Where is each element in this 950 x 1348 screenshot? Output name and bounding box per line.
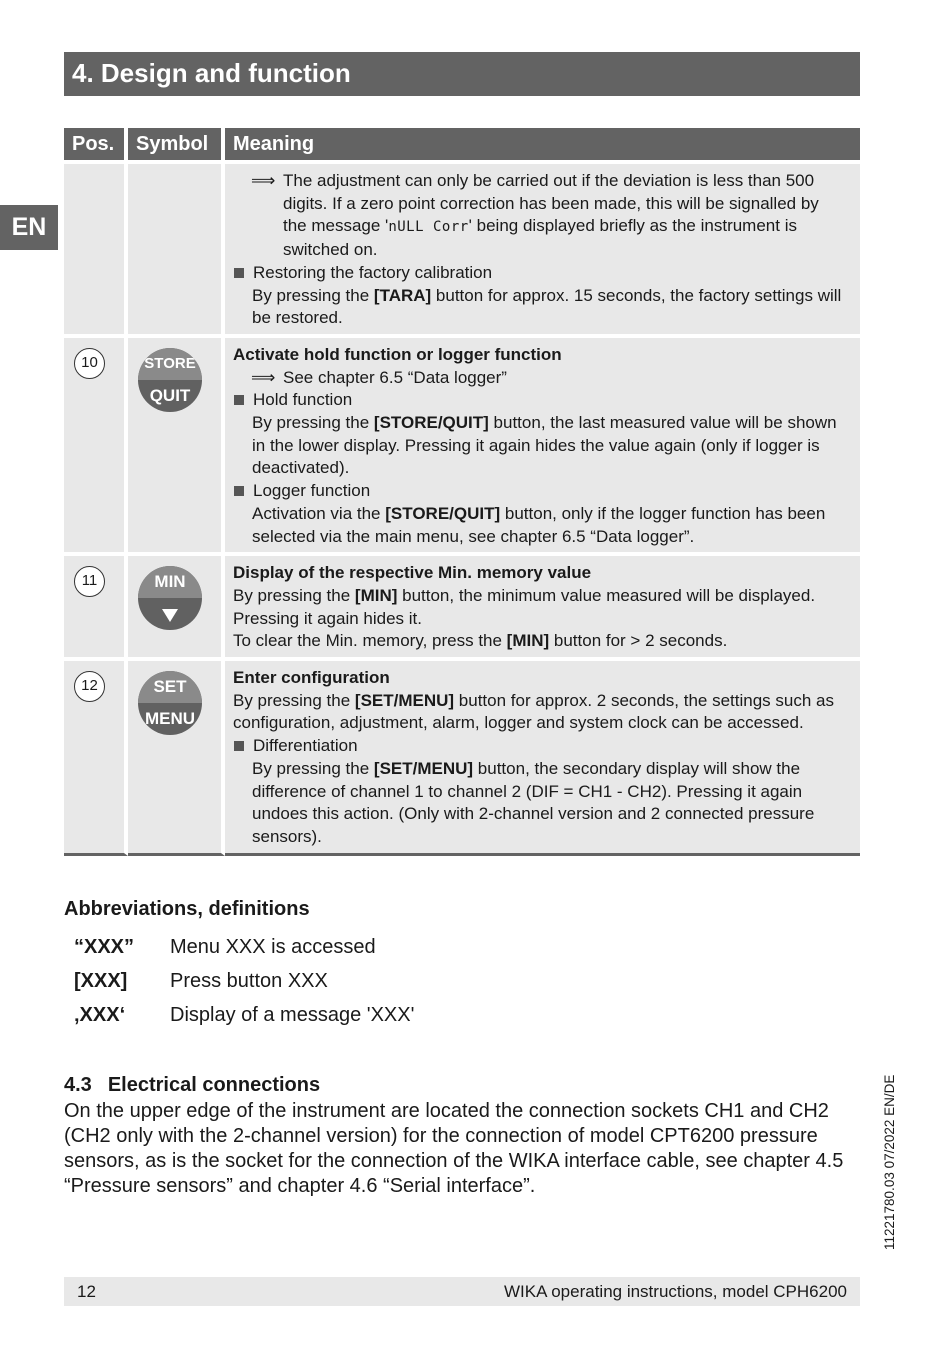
arrow-text: The adjustment can only be carried out if the deviation is less than 500 digits. If a zero point correction has been made, this will be signalled by the message 'nULL Corr' being displayed briefly as the instrument is switched on. [283, 171, 819, 260]
abbreviation-row [74, 998, 414, 1032]
position-number: 10 [74, 348, 105, 379]
bullet-text: By pressing the [SET/MENU] button, the secondary display will show the difference of channel 1 to channel 2 (DIF = CH1 - CH2). Pressing it again undoes this action. (Only with 2-channel version and 2 connected pressure sensors). [252, 758, 815, 846]
arrow-note: ⟹ See chapter 6.5 “Data logger” [233, 367, 846, 390]
section-title: 4. Design and function [64, 52, 860, 96]
abbreviations-list [74, 930, 414, 1032]
bullet-item: Logger function [233, 480, 846, 503]
pos-cell [64, 334, 128, 552]
square-bullet-icon [234, 268, 244, 278]
meaning-cell [225, 657, 860, 856]
text-line: Pressing it again hides it. [233, 608, 422, 628]
table-row [64, 160, 860, 334]
text-line: By pressing the [SET/MENU] button for approx. 2 seconds, the settings such as configuration, adjustment, alarm, logger and system clock can be accessed. [233, 690, 834, 733]
text-line: By pressing the [MIN] button, the minimum value measured will be displayed. [233, 585, 816, 605]
subsection-title [64, 1074, 320, 1097]
page-number: 12 [77, 1281, 96, 1301]
abbreviation-key: “XXX” [74, 935, 135, 958]
bullet-item: Hold function [233, 389, 846, 412]
pos-cell [64, 657, 128, 856]
bullet-text: Activation via the [STORE/QUIT] button, only if the logger function has been selected via the main menu, see chapter 6.5 “Data logger”. [252, 503, 826, 546]
abbreviations-title: Abbreviations, definitions [64, 898, 310, 920]
symbol-cell [128, 334, 225, 552]
footer-title: WIKA operating instructions, model CPH6200 [503, 1281, 847, 1301]
table-row [64, 552, 860, 657]
abbreviation-desc: Press button XXX [170, 969, 328, 992]
square-bullet-icon [234, 395, 244, 405]
meaning-cell [225, 552, 860, 657]
pos-cell [64, 160, 128, 334]
table-header-row [64, 128, 860, 160]
set-menu-button-icon: SET MENU [138, 671, 202, 735]
header-pos: Pos. [64, 128, 128, 160]
down-triangle-icon [162, 609, 178, 622]
language-tab: EN [0, 205, 58, 250]
square-bullet-icon [234, 741, 244, 751]
symbol-cell [128, 552, 225, 657]
abbreviation-key: [XXX] [74, 969, 128, 992]
bullet-text: By pressing the [TARA] button for approx. 15 seconds, the factory settings will be restored. [252, 285, 842, 328]
row-title: Display of the respective Min. memory value [233, 563, 592, 583]
abbreviation-row [74, 930, 414, 964]
header-symbol: Symbol [128, 128, 225, 160]
abbreviation-key: ‚XXX‘ [74, 1003, 126, 1026]
position-number: 11 [74, 566, 105, 597]
text-line: To clear the Min. memory, press the [MIN] button for > 2 seconds. [233, 631, 728, 651]
arrow-note [233, 170, 846, 262]
symbol-cell [128, 160, 225, 334]
subsection-body: On the upper edge of the instrument are located the connection sockets CH1 and CH2 (CH2 only with the 2-channel version) for the connection of model CPT6200 pressure sensors, as is the socket for the connection of the WIKA interface cable, see chapter 4.5 “Pressure sensors” and chapter 4.6 “Serial interface”. [64, 1100, 844, 1197]
subsection-number: 4.3 [64, 1074, 92, 1096]
abbreviation-desc: Menu XXX is accessed [170, 935, 376, 958]
display-message: nULL Corr [388, 219, 469, 236]
row-title: Activate hold function or logger function [233, 344, 562, 364]
table-row [64, 657, 860, 856]
subsection-label: Electrical connections [107, 1074, 321, 1096]
meaning-cell [225, 334, 860, 552]
abbreviation-row [74, 964, 414, 998]
document-code: 11221780.03 07/2022 EN/DE [882, 1074, 897, 1250]
abbreviation-desc: Display of a message 'XXX' [170, 1003, 415, 1026]
function-table [64, 128, 860, 856]
store-quit-button-icon: STORE QUIT [138, 348, 202, 412]
header-meaning: Meaning [225, 128, 860, 160]
page-footer [64, 1277, 860, 1306]
bullet-text: By pressing the [STORE/QUIT] button, the last measured value will be shown in the lower display. Pressing it again hides the value again (only if logger is deactivated). [252, 413, 837, 478]
square-bullet-icon [234, 486, 244, 496]
min-button-icon: MIN [138, 566, 202, 630]
symbol-cell [128, 657, 225, 856]
position-number: 12 [74, 671, 105, 702]
arrow-icon: ⟹ [251, 171, 276, 190]
pos-cell [64, 552, 128, 657]
table-row [64, 334, 860, 552]
row-title: Enter configuration [233, 668, 390, 688]
meaning-cell [225, 160, 860, 334]
bullet-item: Restoring the factory calibration [233, 262, 846, 285]
arrow-icon: ⟹ [251, 367, 276, 387]
bullet-item: Differentiation [233, 735, 846, 758]
